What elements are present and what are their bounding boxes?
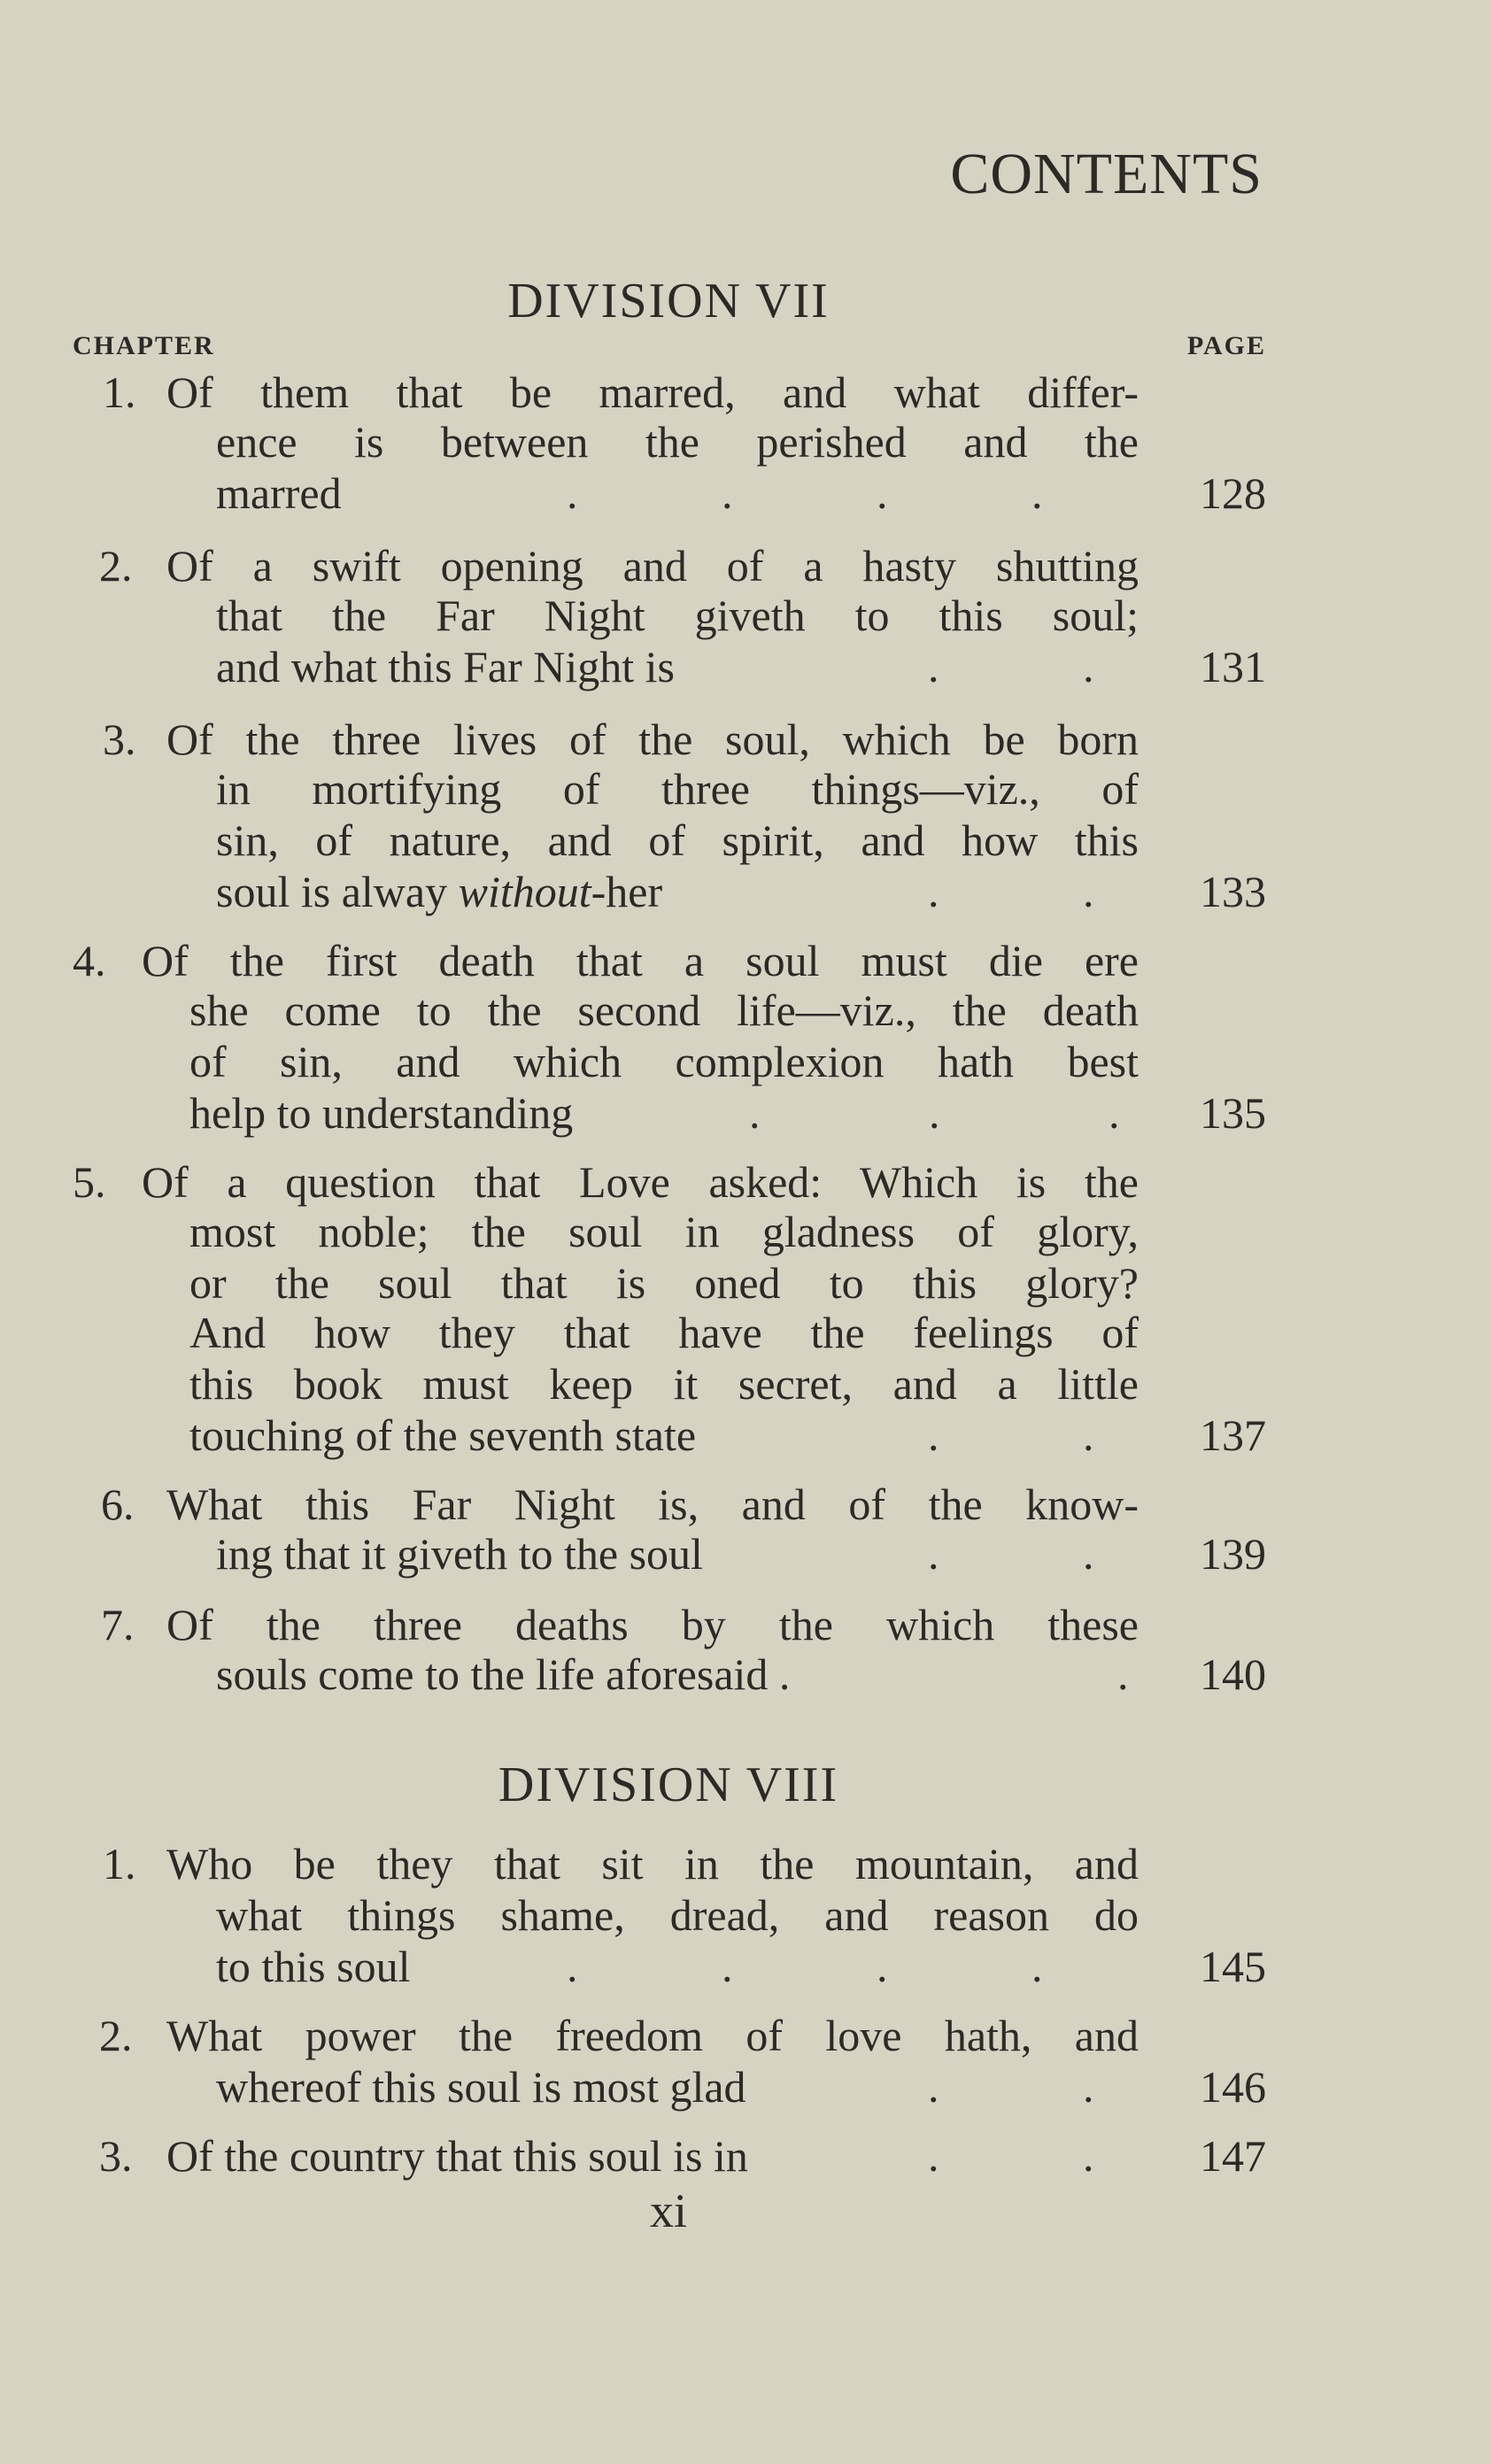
entry-text-line: Of them that be marred, and what differ- [166,367,1139,417]
leader-dots: . . . . [567,468,1043,518]
entry-text-line: of sin, and which complexion hath best [189,1037,1139,1086]
folio-page-number: xi [649,2184,687,2237]
chapter-number: 2. [99,2011,133,2060]
entry-text-line: help to understanding [189,1088,574,1138]
entry-text-line: And how they that have the feelings of [189,1308,1139,1357]
leader-dots: . . [928,1410,1094,1460]
division-heading: DIVISION VII [507,274,830,328]
chapter-number: 4. [73,936,106,985]
page-number: 131 [1200,642,1266,691]
entry-text-line: Of the three lives of the soul, which be born [166,714,1139,764]
chapter-number: 6. [101,1479,135,1529]
entry-text-line: sin, of nature, and of spirit, and how this [216,815,1139,865]
entry-text-line: Who be they that sit in the mountain, and [166,1839,1139,1889]
leader-dots: . . . [749,1088,1120,1138]
entry-text-line: Of the country that this soul is in [166,2131,748,2181]
entry-text-line: What power the freedom of love hath, and [166,2011,1139,2060]
leader-dots: . . [928,1529,1094,1579]
page-number: 137 [1200,1410,1266,1460]
leader-dots: . . [928,2131,1094,2181]
page-title: CONTENTS [950,142,1263,206]
entry-text-line: in mortifying of three things—viz., of [216,764,1139,814]
entry-text-line: What this Far Night is, and of the know- [166,1479,1139,1529]
chapter-number: 5. [73,1157,106,1207]
chapter-number: 1. [103,1839,136,1889]
division-heading: DIVISION VIII [498,1757,839,1812]
page-number: 145 [1200,1942,1266,1991]
entry-text-line: or the soul that is oned to this glory? [189,1258,1139,1308]
leader-dots: . [1117,1649,1129,1699]
entry-text-line: she come to the second life—viz., the death [189,985,1139,1035]
page-number: 146 [1200,2062,1266,2112]
entry-text-line: ence is between the perished and the [216,417,1139,467]
entry-text-segment: soul is alway [216,867,459,916]
entry-text-line: that the Far Night giveth to this soul; [216,591,1139,640]
entry-text-line: what things shame, dread, and reason do [216,1890,1139,1940]
chapter-number: 3. [103,714,136,764]
entry-text-line: this book must keep it secret, and a little [189,1359,1139,1409]
page-number: 128 [1200,468,1266,518]
chapter-number: 3. [99,2131,133,2181]
entry-text-line: souls come to the life aforesaid . [216,1649,791,1699]
leader-dots: . . [928,2062,1094,2112]
leader-dots: . . [928,642,1094,691]
entry-text-line: Of the first death that a soul must die ere [142,936,1139,985]
entry-text-line: Of the three deaths by the which these [166,1600,1139,1649]
entry-text-line: most noble; the soul in gladness of glory, [189,1207,1139,1256]
chapter-number: 2. [99,541,133,591]
page-number: 139 [1200,1529,1266,1579]
leader-dots: . . [928,867,1094,916]
italic-word: without [458,867,591,916]
page-number: 135 [1200,1088,1266,1138]
entry-text-line: touching of the seventh state [189,1410,697,1460]
entry-text-line: to this soul [216,1942,411,1991]
page-number: 140 [1200,1649,1266,1699]
entry-text-line: marred [216,468,342,518]
entry-text-line: and what this Far Night is [216,642,676,691]
entry-text-line [216,869,662,914]
entry-text-line: ing that it giveth to the soul [216,1529,703,1579]
chapter-column-label: CHAPTER [73,331,215,360]
entry-text-line: Of a swift opening and of a hasty shutting [166,541,1139,591]
page-number: 147 [1200,2131,1266,2181]
page-number: 133 [1200,867,1266,916]
chapter-number: 7. [101,1600,135,1649]
entry-text-segment: -her [591,867,663,916]
page-column-label: PAGE [1186,331,1266,360]
entry-text-line: Of a question that Love asked: Which is the [142,1157,1139,1207]
entry-text-line: whereof this soul is most glad [216,2062,746,2112]
leader-dots: . . . . [567,1942,1043,1991]
chapter-number: 1. [103,367,136,417]
